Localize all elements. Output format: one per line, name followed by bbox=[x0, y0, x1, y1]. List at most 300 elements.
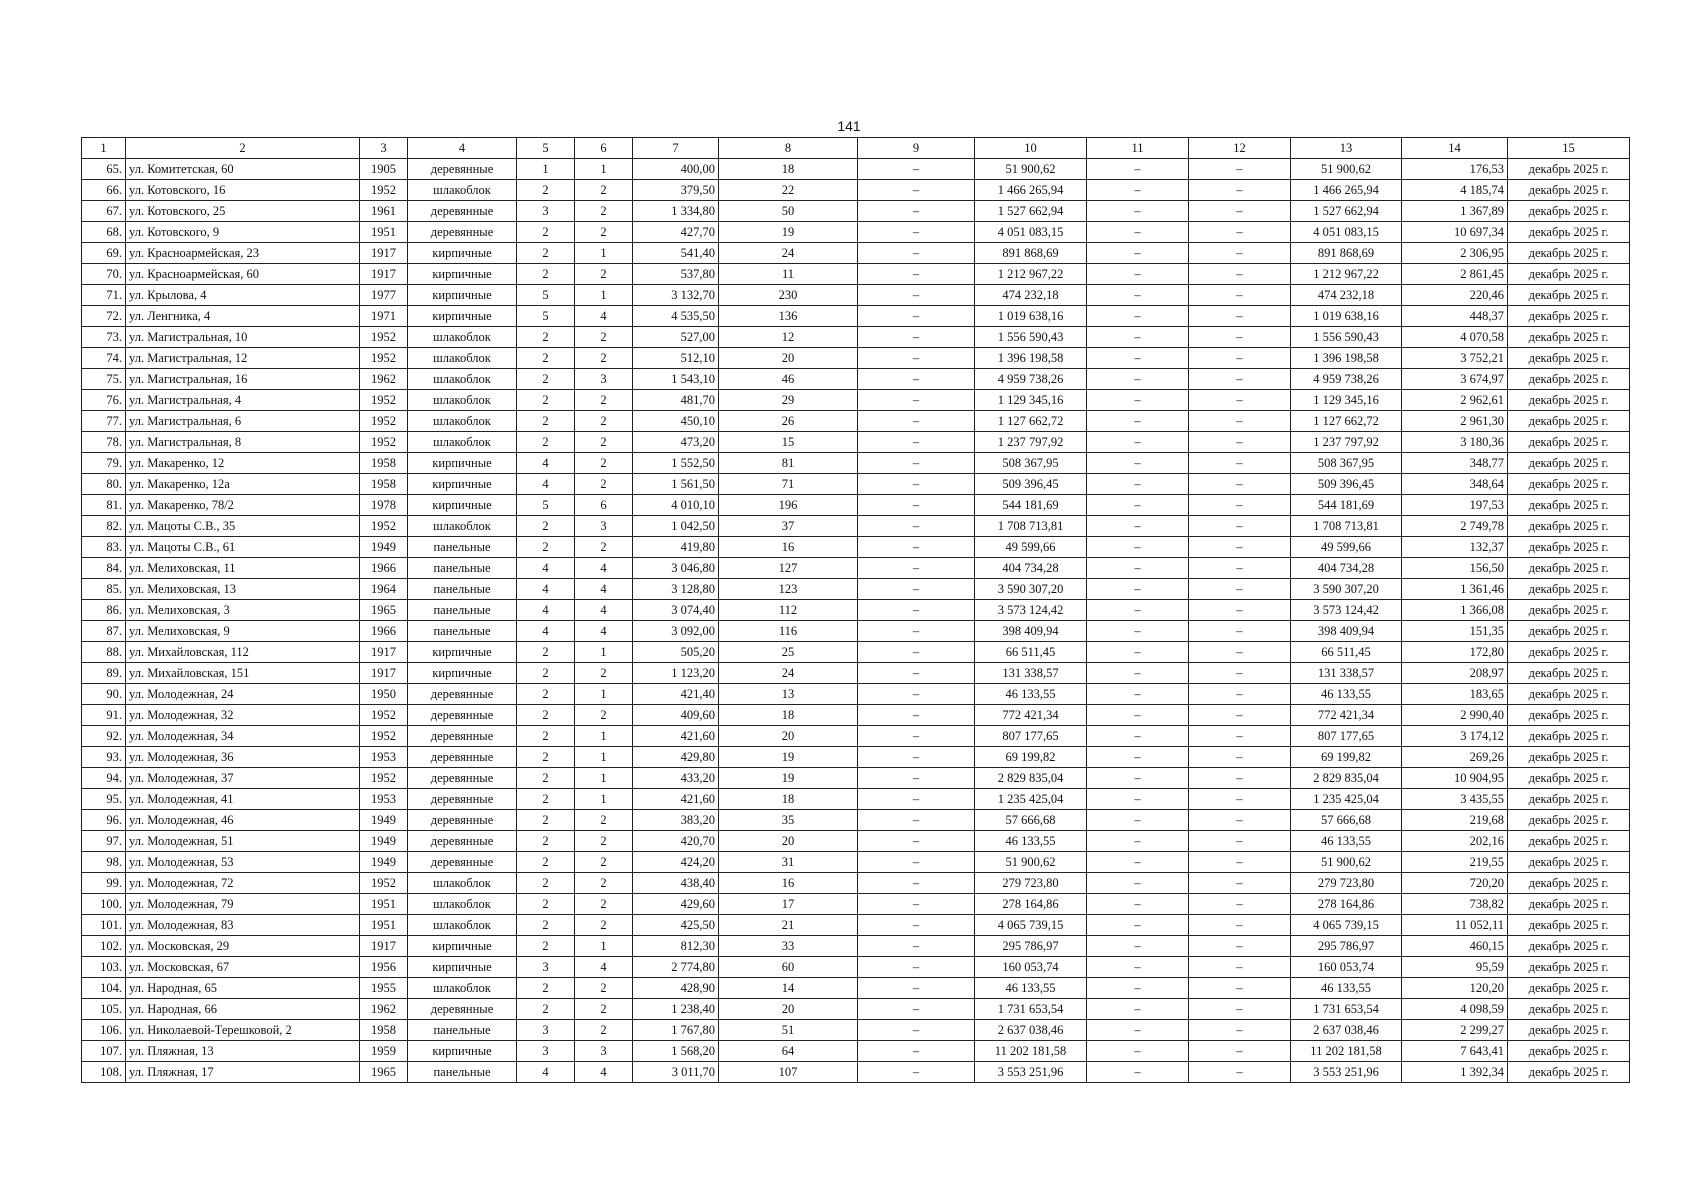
table-cell: – bbox=[1189, 978, 1291, 999]
table-cell: декабрь 2025 г. bbox=[1508, 579, 1630, 600]
table-cell: 2 bbox=[575, 663, 633, 684]
table-cell: декабрь 2025 г. bbox=[1508, 369, 1630, 390]
table-cell: ул. Молодежная, 34 bbox=[126, 726, 360, 747]
table-cell: панельные bbox=[408, 579, 517, 600]
table-cell: 2 637 038,46 bbox=[975, 1020, 1087, 1041]
table-cell: – bbox=[1189, 1041, 1291, 1062]
table-cell: 151,35 bbox=[1402, 621, 1508, 642]
table-row bbox=[82, 453, 1630, 474]
table-cell: 1 392,34 bbox=[1402, 1062, 1508, 1083]
table-cell: – bbox=[858, 432, 975, 453]
page-number: 141 bbox=[837, 118, 861, 134]
table-cell: 4 959 738,26 bbox=[1291, 369, 1402, 390]
table-cell: – bbox=[1087, 1062, 1189, 1083]
table-cell: – bbox=[1189, 264, 1291, 285]
table-cell: 2 bbox=[517, 810, 575, 831]
table-cell: 2 bbox=[575, 180, 633, 201]
table-cell: деревянные bbox=[408, 999, 517, 1020]
table-cell: – bbox=[1087, 474, 1189, 495]
table-cell: – bbox=[1189, 915, 1291, 936]
table-row bbox=[82, 978, 1630, 999]
table-cell: 16 bbox=[719, 873, 858, 894]
table-cell: 3 573 124,42 bbox=[975, 600, 1087, 621]
table-cell: – bbox=[858, 474, 975, 495]
table-cell: 156,50 bbox=[1402, 558, 1508, 579]
table-cell: 183,65 bbox=[1402, 684, 1508, 705]
table-cell: ул. Мелиховская, 9 bbox=[126, 621, 360, 642]
table-cell: деревянные bbox=[408, 705, 517, 726]
table-cell: 76. bbox=[82, 390, 126, 411]
table-cell: 71. bbox=[82, 285, 126, 306]
table-row bbox=[82, 810, 1630, 831]
column-number: 9 bbox=[858, 138, 975, 159]
table-cell: 26 bbox=[719, 411, 858, 432]
table-cell: – bbox=[1087, 936, 1189, 957]
table-cell: декабрь 2025 г. bbox=[1508, 999, 1630, 1020]
table-cell: 278 164,86 bbox=[1291, 894, 1402, 915]
table-cell: 2 bbox=[517, 705, 575, 726]
table-cell: 11 202 181,58 bbox=[975, 1041, 1087, 1062]
table-cell: – bbox=[858, 222, 975, 243]
table-cell: 19 bbox=[719, 768, 858, 789]
table-cell: 1905 bbox=[360, 159, 408, 180]
table-cell: – bbox=[858, 180, 975, 201]
table-cell: 1952 bbox=[360, 432, 408, 453]
table-cell: 1 238,40 bbox=[633, 999, 719, 1020]
table-cell: 3 674,97 bbox=[1402, 369, 1508, 390]
column-number: 2 bbox=[126, 138, 360, 159]
table-cell: 18 bbox=[719, 789, 858, 810]
table-cell: 433,20 bbox=[633, 768, 719, 789]
table-cell: 10 904,95 bbox=[1402, 768, 1508, 789]
table-cell: 2 bbox=[575, 810, 633, 831]
table-cell: 2 829 835,04 bbox=[1291, 768, 1402, 789]
table-row bbox=[82, 348, 1630, 369]
table-cell: декабрь 2025 г. bbox=[1508, 810, 1630, 831]
table-cell: 20 bbox=[719, 726, 858, 747]
table-cell: 1 bbox=[575, 243, 633, 264]
table-cell: декабрь 2025 г. bbox=[1508, 243, 1630, 264]
table-cell: – bbox=[858, 768, 975, 789]
table-cell: 2 bbox=[575, 705, 633, 726]
table-cell: 4 051 083,15 bbox=[975, 222, 1087, 243]
table-cell: 116 bbox=[719, 621, 858, 642]
table-cell: 1 123,20 bbox=[633, 663, 719, 684]
table-cell: 2 bbox=[575, 852, 633, 873]
table-cell: декабрь 2025 г. bbox=[1508, 852, 1630, 873]
table-cell: 104. bbox=[82, 978, 126, 999]
table-cell: 720,20 bbox=[1402, 873, 1508, 894]
table-cell: 1958 bbox=[360, 1020, 408, 1041]
table-cell: ул. Мацоты С.В., 35 bbox=[126, 516, 360, 537]
table-cell: 51 bbox=[719, 1020, 858, 1041]
table-cell: 544 181,69 bbox=[975, 495, 1087, 516]
table-row bbox=[82, 642, 1630, 663]
table-cell: – bbox=[858, 663, 975, 684]
table-cell: ул. Магистральная, 12 bbox=[126, 348, 360, 369]
table-cell: 2 bbox=[575, 327, 633, 348]
table-cell: шлакоблок bbox=[408, 873, 517, 894]
table-cell: 196 bbox=[719, 495, 858, 516]
table-cell: ул. Красноармейская, 23 bbox=[126, 243, 360, 264]
table-cell: 103. bbox=[82, 957, 126, 978]
table-cell: 20 bbox=[719, 348, 858, 369]
table-cell: 1949 bbox=[360, 831, 408, 852]
table-cell: 1949 bbox=[360, 852, 408, 873]
table-cell: ул. Народная, 65 bbox=[126, 978, 360, 999]
table-cell: 2 bbox=[517, 789, 575, 810]
table-cell: 230 bbox=[719, 285, 858, 306]
table-cell: ул. Магистральная, 8 bbox=[126, 432, 360, 453]
table-cell: 65. bbox=[82, 159, 126, 180]
column-number: 15 bbox=[1508, 138, 1630, 159]
table-cell: – bbox=[858, 684, 975, 705]
table-cell: декабрь 2025 г. bbox=[1508, 474, 1630, 495]
table-cell: 1952 bbox=[360, 873, 408, 894]
table-cell: 160 053,74 bbox=[975, 957, 1087, 978]
table-cell: – bbox=[1087, 327, 1189, 348]
table-cell: – bbox=[1087, 810, 1189, 831]
table-cell: декабрь 2025 г. bbox=[1508, 663, 1630, 684]
table-row bbox=[82, 999, 1630, 1020]
table-cell: декабрь 2025 г. bbox=[1508, 327, 1630, 348]
table-cell: декабрь 2025 г. bbox=[1508, 873, 1630, 894]
table-cell: – bbox=[1087, 285, 1189, 306]
table-cell: 4 bbox=[575, 306, 633, 327]
table-cell: ул. Макаренко, 12а bbox=[126, 474, 360, 495]
table-cell: шлакоблок bbox=[408, 915, 517, 936]
table-cell: 2 bbox=[517, 516, 575, 537]
table-cell: 1966 bbox=[360, 558, 408, 579]
table-cell: 60 bbox=[719, 957, 858, 978]
table-cell: ул. Крылова, 4 bbox=[126, 285, 360, 306]
table-cell: 4 051 083,15 bbox=[1291, 222, 1402, 243]
table-cell: – bbox=[858, 852, 975, 873]
table-cell: – bbox=[1087, 957, 1189, 978]
table-cell: – bbox=[858, 999, 975, 1020]
table-cell: 807 177,65 bbox=[975, 726, 1087, 747]
table-row bbox=[82, 180, 1630, 201]
table-cell: декабрь 2025 г. bbox=[1508, 159, 1630, 180]
table-cell: – bbox=[1087, 999, 1189, 1020]
table-cell: – bbox=[858, 600, 975, 621]
table-cell: – bbox=[1087, 600, 1189, 621]
table-cell: – bbox=[1189, 852, 1291, 873]
table-cell: 107 bbox=[719, 1062, 858, 1083]
table-row bbox=[82, 285, 1630, 306]
table-cell: 2 637 038,46 bbox=[1291, 1020, 1402, 1041]
column-number: 7 bbox=[633, 138, 719, 159]
table-cell: – bbox=[1087, 1020, 1189, 1041]
table-cell: 1952 bbox=[360, 768, 408, 789]
table-cell: – bbox=[1087, 642, 1189, 663]
table-cell: декабрь 2025 г. bbox=[1508, 495, 1630, 516]
table-cell: 1 237 797,92 bbox=[975, 432, 1087, 453]
table-cell: – bbox=[1189, 684, 1291, 705]
table-cell: 98. bbox=[82, 852, 126, 873]
table-cell: деревянные bbox=[408, 159, 517, 180]
table-cell: 1 731 653,54 bbox=[975, 999, 1087, 1020]
table-cell: 1959 bbox=[360, 1041, 408, 1062]
table-cell: – bbox=[1189, 663, 1291, 684]
table-cell: ул. Николаевой-Терешковой, 2 bbox=[126, 1020, 360, 1041]
table-cell: 2 990,40 bbox=[1402, 705, 1508, 726]
table-cell: 537,80 bbox=[633, 264, 719, 285]
table-row bbox=[82, 663, 1630, 684]
table-cell: 891 868,69 bbox=[1291, 243, 1402, 264]
table-cell: 21 bbox=[719, 915, 858, 936]
table-cell: декабрь 2025 г. bbox=[1508, 705, 1630, 726]
table-cell: декабрь 2025 г. bbox=[1508, 558, 1630, 579]
table-cell: 29 bbox=[719, 390, 858, 411]
table-cell: – bbox=[1189, 831, 1291, 852]
table-cell: 46 bbox=[719, 369, 858, 390]
table-cell: – bbox=[1189, 1062, 1291, 1083]
table-cell: декабрь 2025 г. bbox=[1508, 201, 1630, 222]
table-cell: – bbox=[1189, 516, 1291, 537]
table-cell: 448,37 bbox=[1402, 306, 1508, 327]
table-cell: 49 599,66 bbox=[1291, 537, 1402, 558]
table-row bbox=[82, 747, 1630, 768]
table-cell: 419,80 bbox=[633, 537, 719, 558]
table-cell: ул. Мелиховская, 13 bbox=[126, 579, 360, 600]
table-cell: 11 052,11 bbox=[1402, 915, 1508, 936]
table-cell: 2 bbox=[575, 453, 633, 474]
table-cell: декабрь 2025 г. bbox=[1508, 684, 1630, 705]
table-cell: 1965 bbox=[360, 1062, 408, 1083]
table-cell: 1 568,20 bbox=[633, 1041, 719, 1062]
table-cell: 3 174,12 bbox=[1402, 726, 1508, 747]
table-cell: – bbox=[1189, 621, 1291, 642]
table-row bbox=[82, 558, 1630, 579]
column-number: 10 bbox=[975, 138, 1087, 159]
table-cell: кирпичные bbox=[408, 264, 517, 285]
table-cell: 2 bbox=[517, 726, 575, 747]
table-cell: декабрь 2025 г. bbox=[1508, 516, 1630, 537]
table-cell: – bbox=[858, 642, 975, 663]
table-cell: ул. Молодежная, 36 bbox=[126, 747, 360, 768]
table-cell: 1 396 198,58 bbox=[1291, 348, 1402, 369]
table-cell: – bbox=[858, 264, 975, 285]
table-cell: 279 723,80 bbox=[975, 873, 1087, 894]
table-cell: – bbox=[1087, 1041, 1189, 1062]
table-cell: – bbox=[1189, 537, 1291, 558]
table-cell: 420,70 bbox=[633, 831, 719, 852]
table-cell: 16 bbox=[719, 537, 858, 558]
table-cell: 4 bbox=[575, 621, 633, 642]
table-cell: – bbox=[1087, 159, 1189, 180]
table-cell: 131 338,57 bbox=[1291, 663, 1402, 684]
table-cell: 3 bbox=[575, 516, 633, 537]
table-cell: 1 127 662,72 bbox=[1291, 411, 1402, 432]
table-cell: 51 900,62 bbox=[975, 852, 1087, 873]
table-cell: 92. bbox=[82, 726, 126, 747]
table-row bbox=[82, 936, 1630, 957]
table-row bbox=[82, 474, 1630, 495]
table-cell: – bbox=[858, 873, 975, 894]
table-cell: деревянные bbox=[408, 852, 517, 873]
table-cell: – bbox=[1087, 243, 1189, 264]
table-cell: – bbox=[1189, 201, 1291, 222]
table-cell: 160 053,74 bbox=[1291, 957, 1402, 978]
column-number: 11 bbox=[1087, 138, 1189, 159]
table-cell: 295 786,97 bbox=[1291, 936, 1402, 957]
table-cell: 7 643,41 bbox=[1402, 1041, 1508, 1062]
table-cell: 2 bbox=[517, 663, 575, 684]
table-cell: 2 962,61 bbox=[1402, 390, 1508, 411]
table-cell: 66. bbox=[82, 180, 126, 201]
table-cell: 3 573 124,42 bbox=[1291, 600, 1402, 621]
table-cell: – bbox=[1189, 789, 1291, 810]
table-row bbox=[82, 831, 1630, 852]
table-cell: 427,70 bbox=[633, 222, 719, 243]
table-cell: декабрь 2025 г. bbox=[1508, 1041, 1630, 1062]
table-cell: кирпичные bbox=[408, 453, 517, 474]
table-cell: 80. bbox=[82, 474, 126, 495]
table-cell: – bbox=[858, 579, 975, 600]
table-cell: панельные bbox=[408, 621, 517, 642]
table-row bbox=[82, 621, 1630, 642]
table-cell: 136 bbox=[719, 306, 858, 327]
table-cell: 77. bbox=[82, 411, 126, 432]
table-cell: – bbox=[1087, 684, 1189, 705]
table-cell: 13 bbox=[719, 684, 858, 705]
table-cell: – bbox=[1087, 747, 1189, 768]
table-cell: 425,50 bbox=[633, 915, 719, 936]
table-cell: декабрь 2025 г. bbox=[1508, 453, 1630, 474]
table-cell: деревянные bbox=[408, 726, 517, 747]
table-cell: 1 527 662,94 bbox=[975, 201, 1087, 222]
table-cell: – bbox=[1189, 222, 1291, 243]
table-cell: 404 734,28 bbox=[975, 558, 1087, 579]
table-row bbox=[82, 852, 1630, 873]
table-cell: – bbox=[1087, 663, 1189, 684]
table-cell: – bbox=[1087, 558, 1189, 579]
table-cell: 807 177,65 bbox=[1291, 726, 1402, 747]
table-row bbox=[82, 705, 1630, 726]
table-cell: 1953 bbox=[360, 789, 408, 810]
table-cell: 1 bbox=[517, 159, 575, 180]
table-cell: 4 bbox=[575, 1062, 633, 1083]
table-cell: 383,20 bbox=[633, 810, 719, 831]
table-cell: 2 299,27 bbox=[1402, 1020, 1508, 1041]
table-cell: 460,15 bbox=[1402, 936, 1508, 957]
table-cell: 295 786,97 bbox=[975, 936, 1087, 957]
housing-register-table bbox=[81, 137, 1630, 1083]
table-cell: кирпичные bbox=[408, 243, 517, 264]
table-cell: – bbox=[1087, 852, 1189, 873]
table-cell: 82. bbox=[82, 516, 126, 537]
table-cell: 108. bbox=[82, 1062, 126, 1083]
table-cell: – bbox=[858, 747, 975, 768]
table-cell: ул. Московская, 29 bbox=[126, 936, 360, 957]
table-cell: 1 237 797,92 bbox=[1291, 432, 1402, 453]
table-cell: ул. Молодежная, 83 bbox=[126, 915, 360, 936]
table-cell: 398 409,94 bbox=[975, 621, 1087, 642]
table-cell: 71 bbox=[719, 474, 858, 495]
table-cell: 1 127 662,72 bbox=[975, 411, 1087, 432]
table-cell: декабрь 2025 г. bbox=[1508, 642, 1630, 663]
table-cell: 2 bbox=[517, 747, 575, 768]
table-row bbox=[82, 579, 1630, 600]
table-cell: 1 543,10 bbox=[633, 369, 719, 390]
table-cell: 2 961,30 bbox=[1402, 411, 1508, 432]
table-cell: 772 421,34 bbox=[1291, 705, 1402, 726]
table-cell: ул. Михайловская, 151 bbox=[126, 663, 360, 684]
table-cell: 131 338,57 bbox=[975, 663, 1087, 684]
table-cell: декабрь 2025 г. bbox=[1508, 1020, 1630, 1041]
table-cell: 1962 bbox=[360, 999, 408, 1020]
table-cell: 1 042,50 bbox=[633, 516, 719, 537]
table-cell: 10 697,34 bbox=[1402, 222, 1508, 243]
table-cell: 279 723,80 bbox=[1291, 873, 1402, 894]
column-number: 6 bbox=[575, 138, 633, 159]
table-cell: 1 212 967,22 bbox=[975, 264, 1087, 285]
table-cell: 66 511,45 bbox=[975, 642, 1087, 663]
table-cell: – bbox=[1189, 747, 1291, 768]
table-cell: – bbox=[1189, 768, 1291, 789]
table-cell: 91. bbox=[82, 705, 126, 726]
table-cell: 68. bbox=[82, 222, 126, 243]
table-cell: 202,16 bbox=[1402, 831, 1508, 852]
table-cell: 1917 bbox=[360, 936, 408, 957]
table-cell: ул. Молодежная, 51 bbox=[126, 831, 360, 852]
table-cell: 2 bbox=[575, 1020, 633, 1041]
table-cell: 429,80 bbox=[633, 747, 719, 768]
table-cell: – bbox=[1087, 222, 1189, 243]
table-row bbox=[82, 1041, 1630, 1062]
table-cell: – bbox=[1087, 915, 1189, 936]
table-cell: – bbox=[858, 621, 975, 642]
table-cell: 421,60 bbox=[633, 789, 719, 810]
table-cell: 2 bbox=[575, 411, 633, 432]
table-cell: деревянные bbox=[408, 201, 517, 222]
table-row bbox=[82, 243, 1630, 264]
table-cell: кирпичные bbox=[408, 936, 517, 957]
table-cell: 2 bbox=[517, 243, 575, 264]
table-cell: 3 180,36 bbox=[1402, 432, 1508, 453]
table-cell: – bbox=[1189, 390, 1291, 411]
table-row bbox=[82, 768, 1630, 789]
table-cell: кирпичные bbox=[408, 495, 517, 516]
table-cell: 1 396 198,58 bbox=[975, 348, 1087, 369]
table-cell: декабрь 2025 г. bbox=[1508, 264, 1630, 285]
table-cell: 3 752,21 bbox=[1402, 348, 1508, 369]
table-cell: 5 bbox=[517, 285, 575, 306]
table-row bbox=[82, 789, 1630, 810]
table-cell: 1952 bbox=[360, 327, 408, 348]
table-cell: – bbox=[1189, 600, 1291, 621]
table-cell: ул. Макаренко, 78/2 bbox=[126, 495, 360, 516]
table-cell: 2 bbox=[517, 348, 575, 369]
table-cell: 46 133,55 bbox=[975, 978, 1087, 999]
table-row bbox=[82, 1062, 1630, 1083]
table-cell: ул. Пляжная, 17 bbox=[126, 1062, 360, 1083]
table-cell: 348,77 bbox=[1402, 453, 1508, 474]
table-cell: – bbox=[858, 537, 975, 558]
table-cell: ул. Магистральная, 4 bbox=[126, 390, 360, 411]
table-cell: 2 bbox=[575, 348, 633, 369]
table-cell: 20 bbox=[719, 999, 858, 1020]
table-cell: 50 bbox=[719, 201, 858, 222]
table-cell: 409,60 bbox=[633, 705, 719, 726]
table-cell: 2 bbox=[575, 831, 633, 852]
table-cell: – bbox=[858, 411, 975, 432]
table-cell: 2 bbox=[517, 978, 575, 999]
table-cell: 1917 bbox=[360, 663, 408, 684]
table-cell: – bbox=[1189, 894, 1291, 915]
table-cell: 2 bbox=[517, 831, 575, 852]
